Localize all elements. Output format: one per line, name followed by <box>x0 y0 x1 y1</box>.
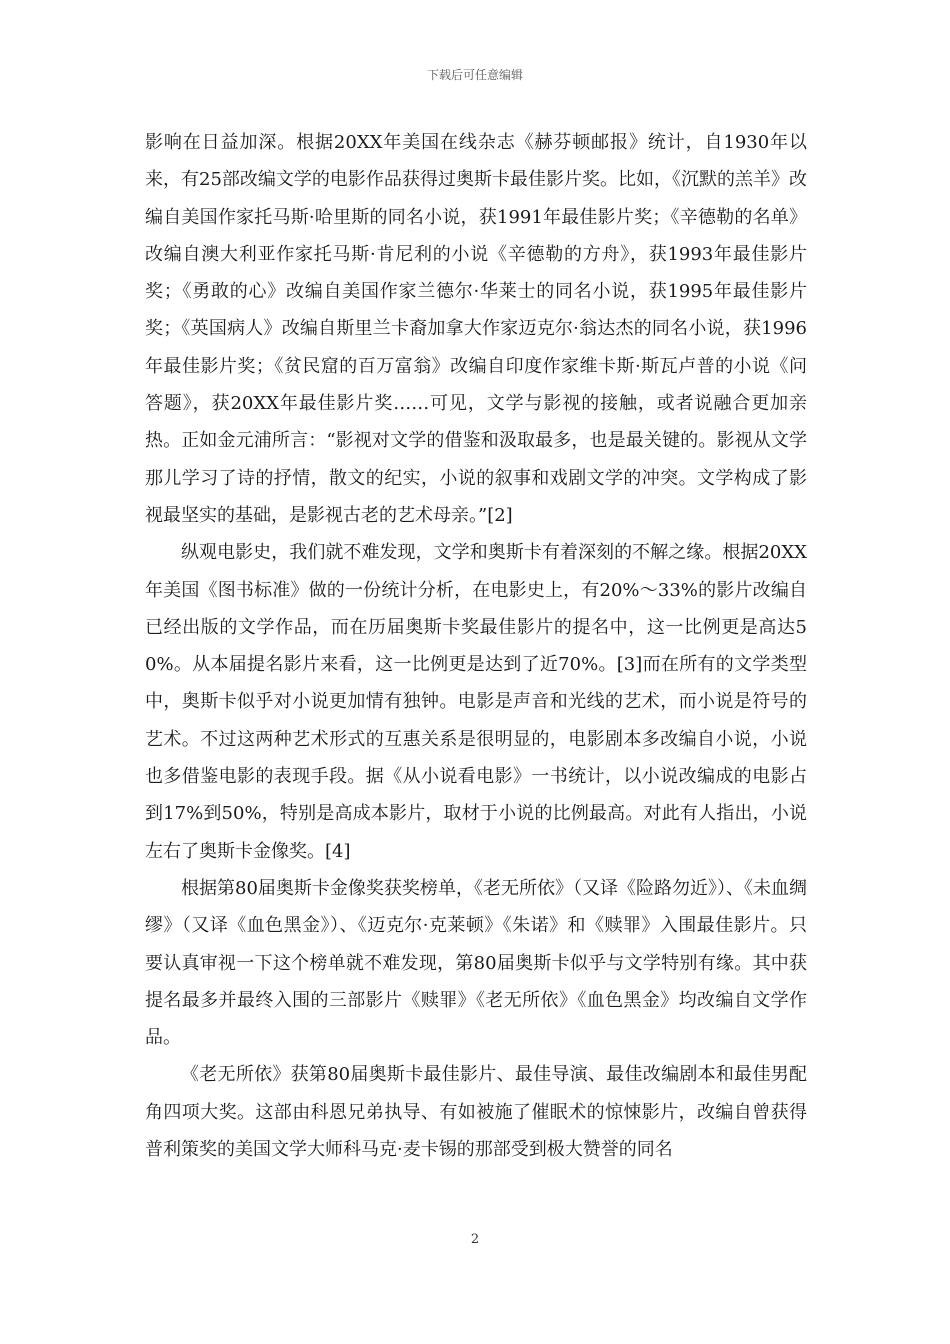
document-body <box>145 124 807 1168</box>
page-header: 下载后可任意编辑 <box>426 68 523 82</box>
paragraph-1: 影响在日益加深。根据20XX年美国在线杂志《赫芬顿邮报》统计，自1930年以来，有25部改编文学的电影作品获得过奥斯卡最佳影片奖。比如，《沉默的羔羊》改编自美国作家托马斯·哈里斯的同名小说，获1991年最佳影片奖；《辛德勒的名单》改编自澳大利亚作家托马斯·肯尼利的小说《辛德勒的方舟》，获1993年最佳影片奖；《勇敢的心》改编自美国作家兰德尔·华莱士的同名小说，获1995年最佳影片奖；《英国病人》改编自斯里兰卡裔加拿大作家迈克尔·翁达杰的同名小说，获1996年最佳影片奖；《贫民窟的百万富翁》改编自印度作家维卡斯·斯瓦卢普的小说《问答题》，获20XX年最佳影片奖……可见，文学与影视的接触，或者说融合更加亲热。正如金元浦所言：“影视对文学的借鉴和汲取最多，也是最关键的。影视从文学那儿学习了诗的抒情，散文的纪实，小说的叙事和戏剧文学的冲突。文学构成了影视最坚实的基础，是影视古老的艺术母亲。”[2] <box>145 132 807 526</box>
paragraph-3: 根据第80届奥斯卡金像奖获奖榜单，《老无所依》（又译《险路勿近》）、《未血绸缪》（又译《血色黑金》）、《迈克尔·克莱顿》《朱诺》和《赎罪》入围最佳影片。只要认真审视一下这个榜单就不难发现，第80届奥斯卡似乎与文学特别有缘。其中获提名最多并最终入围的三部影片《赎罪》《老无所依》《血色黑金》均改编自文学作品。 <box>145 877 807 1049</box>
page-number: 2 <box>470 1232 480 1247</box>
paragraph-2: 纵观电影史，我们就不难发现，文学和奥斯卡有着深刻的不解之缘。根据20XX年美国《图书标准》做的一份统计分析，在电影史上，有20%～33%的影片改编自已经出版的文学作品，而在历届奥斯卡奖最佳影片的提名中，这一比例更是高达50%。从本届提名影片来看，这一比例更是达到了近70%。[3]而在所有的文学类型中，奥斯卡似乎对小说更加情有独钟。电影是声音和光线的艺术，而小说是符号的艺术。不过这两种艺术形式的互惠关系是很明显的，电影剧本多改编自小说，小说也多借鉴电影的表现手段。据《从小说看电影》一书统计，以小说改编成的电影占到17%到50%，特别是高成本影片，取材于小说的比例最高。对此有人指出，小说左右了奥斯卡金像奖。[4] <box>145 542 807 862</box>
paragraph-4: 《老无所依》获第80届奥斯卡最佳影片、最佳导演、最佳改编剧本和最佳男配角四项大奖。这部由科恩兄弟执导、有如被施了催眠术的惊悚影片，改编自曾获得普利策奖的美国文学大师科马克·麦卡锡的那部受到极大赞誉的同名 <box>145 1064 807 1161</box>
